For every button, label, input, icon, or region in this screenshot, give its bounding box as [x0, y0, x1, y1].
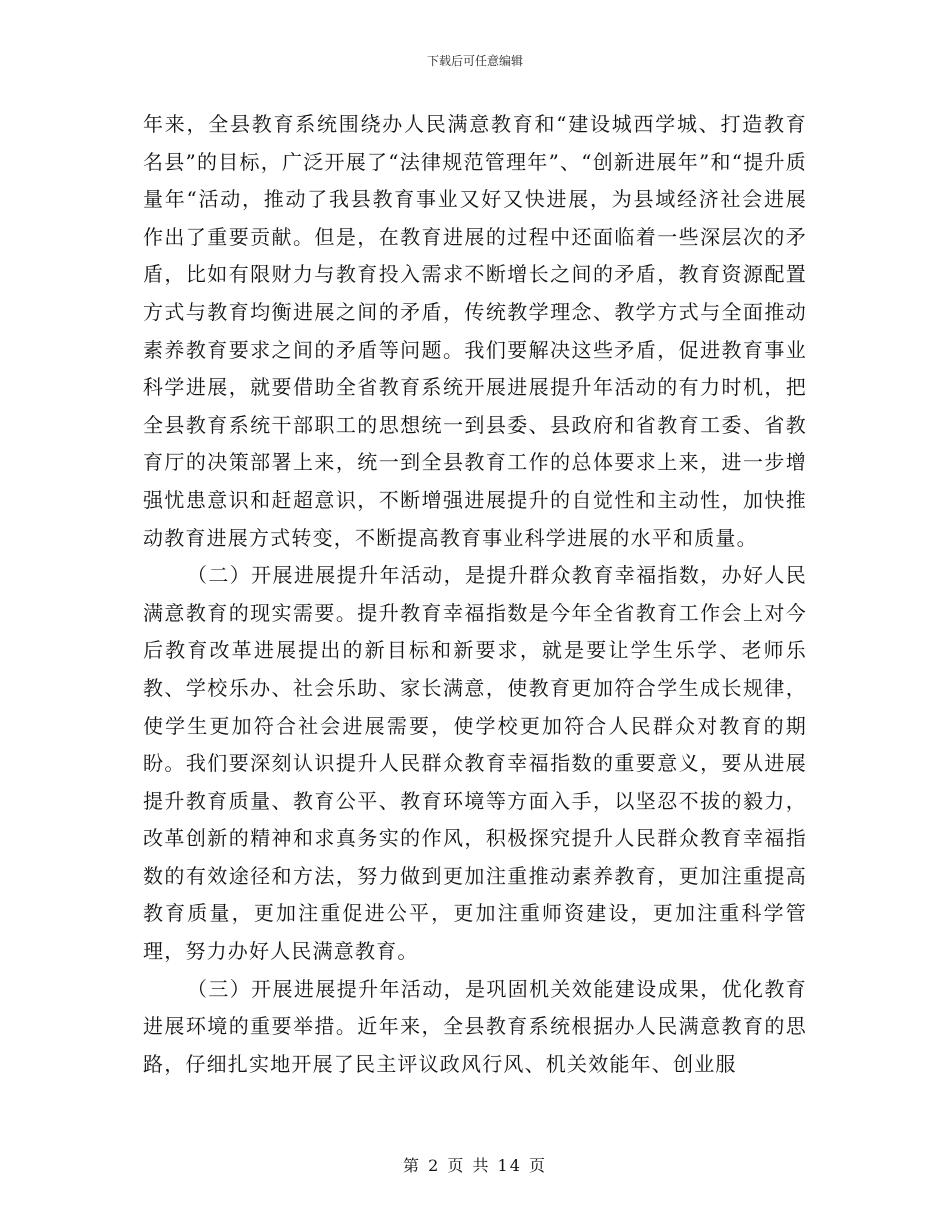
document-body	[143, 106, 807, 1083]
page-number-footer: 第 2 页 共 14 页	[403, 1156, 547, 1175]
paragraph-section-two: （二）开展进展提升年活动，是提升群众教育幸福指数，办好人民满意教育的现实需要。提升教育幸福指数是今年全省教育工作会上对今后教育改革进展提出的新目标和新要求，就是要让学生乐学、老师乐教、学校乐办、社会乐助、家长满意，使教育更加符合学生成长规律，使学生更加符合社会进展需要，使学校更加符合人民群众对教育的期盼。我们要深刻认识提升人民群众教育幸福指数的重要意义，要从进展提升教育质量、教育公平、教育环境等方面入手，以坚忍不拔的毅力，改革创新的精神和求真务实的作风，积极探究提升人民群众教育幸福指数的有效途径和方法，努力做到更加注重推动素养教育，更加注重提高教育质量，更加注重促进公平，更加注重师资建设，更加注重科学管理，努力办好人民满意教育。	[143, 563, 807, 964]
paragraph-section-three: （三）开展进展提升年活动，是巩固机关效能建设成果，优化教育进展环境的重要举措。近年来，全县教育系统根据办人民满意教育的思路，仔细扎实地开展了民主评议政风行风、机关效能年、创业服	[143, 976, 807, 1076]
page-header: 下载后可任意编辑	[426, 54, 523, 68]
paragraph-continuation: 年来，全县教育系统围绕办人民满意教育和“建设城西学城、打造教育名县”的目标，广泛开展了“法律规范管理年”、“创新进展年”和“提升质量年“活动，推动了我县教育事业又好又快进展，为县域经济社会进展作出了重要贡献。但是，在教育进展的过程中还面临着一些深层次的矛盾，比如有限财力与教育投入需求不断增长之间的矛盾，教育资源配置方式与教育均衡进展之间的矛盾，传统教学理念、教学方式与全面推动素养教育要求之间的矛盾等问题。我们要解决这些矛盾，促进教育事业科学进展，就要借助全省教育系统开展进展提升年活动的有力时机，把全县教育系统干部职工的思想统一到县委、县政府和省教育工委、省教育厅的决策部署上来，统一到全县教育工作的总体要求上来，进一步增强忧患意识和赶超意识，不断增强进展提升的自觉性和主动性，加快推动教育进展方式转变，不断提高教育事业科学进展的水平和质量。	[143, 112, 807, 550]
